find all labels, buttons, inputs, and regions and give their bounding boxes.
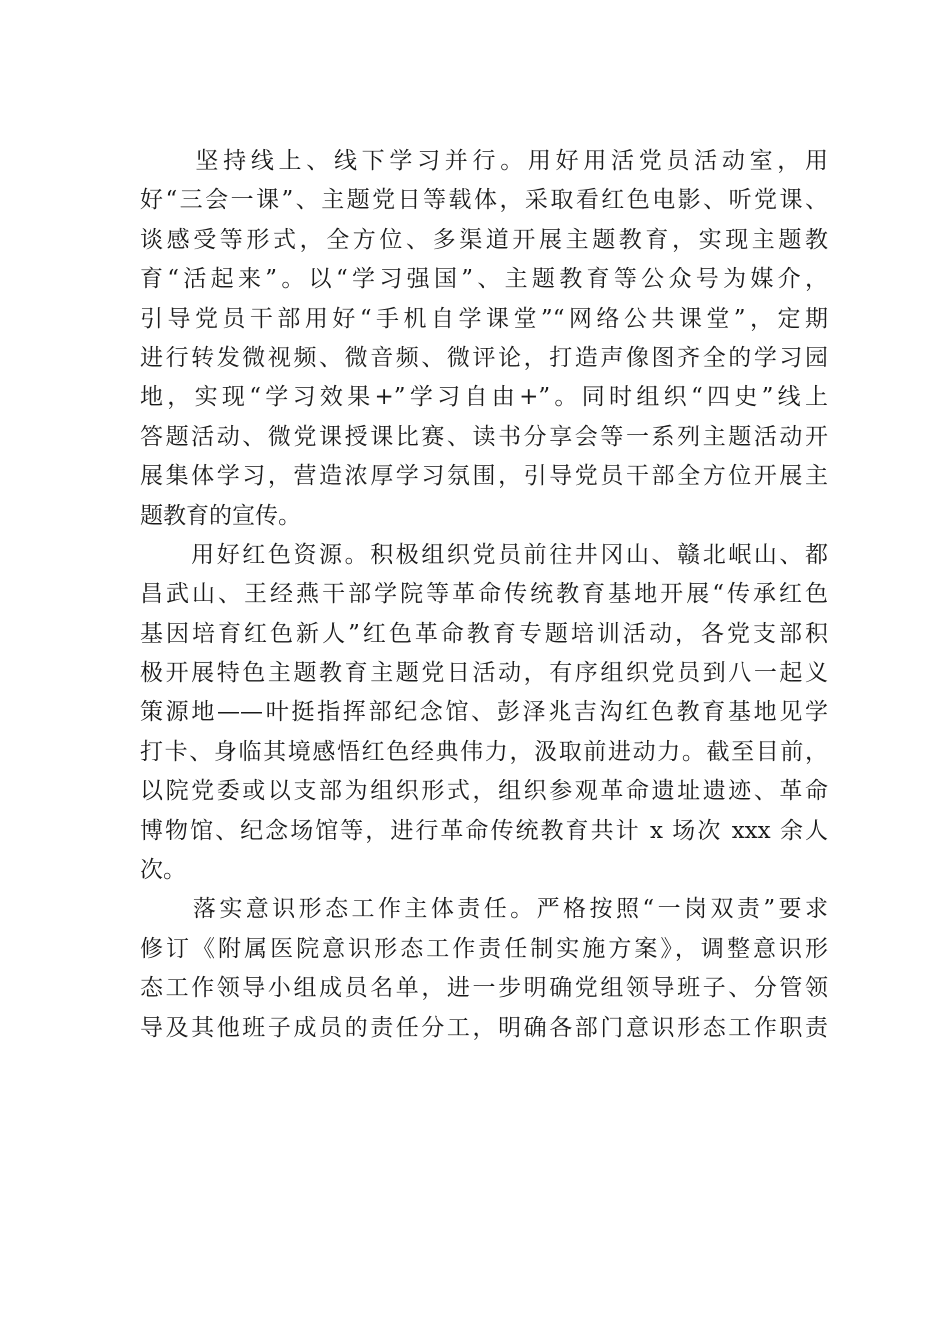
text-line: 地，实现“学习效果+”学习自由+”。同时组织“四史”线上 [140, 384, 828, 411]
text-line: 落实意识形态工作主体责任。严格按照“一岗双责”要求 [140, 896, 828, 923]
text-line: 策源地——叶挺指挥部纪念馆、彭泽兆吉沟红色教育基地见学 [140, 699, 828, 726]
text-line: 态工作领导小组成员名单，进一步明确党组领导班子、分管领 [140, 975, 828, 1002]
text-line: 答题活动、微党课授课比赛、读书分享会等一系列主题活动开 [140, 423, 828, 450]
text-line: 博物馆、纪念场馆等，进行革命传统教育共计 x 场次 xxx 余人 [140, 817, 828, 844]
text-line: 打卡、身临其境感悟红色经典伟力，汲取前进动力。截至目前， [140, 738, 828, 765]
text-line: 育“活起来”。以“学习强国”、主题教育等公众号为媒介， [140, 266, 828, 293]
text-line: 昌武山、王经燕干部学院等革命传统教育基地开展“传承红色 [140, 581, 828, 608]
text-line: 基因培育红色新人”红色革命教育专题培训活动，各党支部积 [140, 620, 828, 647]
text-line: 题教育的宣传。 [140, 502, 301, 529]
text-line: 极开展特色主题教育主题党日活动，有序组织党员到八一起义 [140, 660, 828, 687]
text-line: 修订《附属医院意识形态工作责任制实施方案》，调整意识形 [140, 935, 828, 962]
text-line: 进行转发微视频、微音频、微评论，打造声像图齐全的学习园 [140, 344, 828, 371]
text-line: 引导党员干部用好“手机自学课堂”“网络公共课堂”，定期 [140, 305, 828, 332]
text-line: 用好红色资源。积极组织党员前往井冈山、赣北岷山、都 [140, 541, 828, 568]
text-line: 坚持线上、线下学习并行。用好用活党员活动室，用 [140, 148, 828, 174]
paragraph-red-resources [140, 536, 828, 891]
text-line: 好“三会一课”、主题党日等载体，采取看红色电影、听党课、 [140, 187, 828, 214]
text-line: 谈感受等形式，全方位、多渠道开展主题教育，实现主题教 [140, 226, 828, 253]
document-body [140, 142, 828, 1048]
text-line: 次。 [140, 857, 186, 884]
paragraph-ideology-responsibility [140, 890, 828, 1048]
text-line: 导及其他班子成员的责任分工，明确各部门意识形态工作职责 [140, 1014, 828, 1041]
text-line: 展集体学习，营造浓厚学习氛围，引导党员干部全方位开展主 [140, 463, 828, 490]
paragraph-online-offline-study [140, 142, 828, 536]
text-line: 以院党委或以支部为组织形式，组织参观革命遗址遗迹、革命 [140, 778, 828, 805]
